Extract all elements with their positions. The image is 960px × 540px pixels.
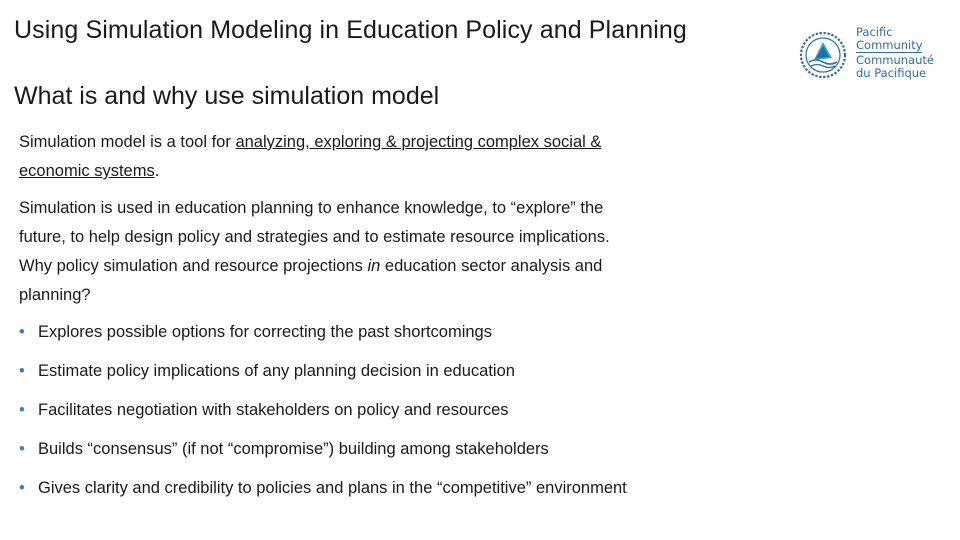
pacific-community-emblem-icon	[796, 28, 850, 82]
list-item	[19, 396, 659, 425]
paragraph-definition	[19, 128, 699, 186]
section-heading: What is and why use simulation model	[14, 82, 440, 110]
bullet-text: Gives clarity and credibility to policies and plans in the “competitive” environment	[38, 479, 627, 497]
bullet-text: Explores possible options for correcting the past shortcomings	[38, 323, 492, 341]
pacific-community-logo	[796, 26, 936, 82]
bullet-icon: •	[19, 401, 25, 419]
logo-line-4: du Pacifique	[856, 65, 927, 80]
usage-line-3-italic: in	[367, 257, 381, 275]
logo-wordmark	[856, 26, 934, 79]
list-item	[19, 318, 659, 347]
slide-body	[19, 128, 699, 513]
logo-line-2: Community	[856, 37, 923, 52]
bullet-icon: •	[19, 440, 25, 458]
list-item	[19, 357, 659, 386]
logo-line-3: Communauté	[856, 53, 934, 67]
usage-line-2: future, to help design policy and strategies and to estimate resource implications.	[19, 228, 610, 246]
usage-line-4: planning?	[19, 286, 91, 304]
bullet-text: Facilitates negotiation with stakeholders on policy and resources	[38, 401, 509, 419]
bullet-icon: •	[19, 479, 25, 497]
bullet-icon: •	[19, 323, 25, 341]
logo-line-1: Pacific	[856, 25, 893, 39]
definition-underlined-2: economic systems	[19, 162, 155, 180]
bullet-text: Estimate policy implications of any planning decision in education	[38, 362, 515, 380]
definition-underlined-1: analyzing, exploring & projecting complex social &	[235, 133, 602, 151]
bullet-list	[19, 318, 659, 503]
slide-title: Using Simulation Modeling in Education Policy and Planning	[14, 16, 687, 44]
usage-line-1: Simulation is used in education planning to enhance knowledge, to “explore” the	[19, 199, 604, 217]
bullet-text: Builds “consensus” (if not “compromise”) building among stakeholders	[38, 440, 549, 458]
definition-prefix: Simulation model is a tool for	[19, 133, 236, 151]
usage-line-3a: Why policy simulation and resource projections	[19, 257, 368, 275]
paragraph-usage	[19, 194, 699, 310]
list-item	[19, 435, 659, 464]
list-item	[19, 474, 638, 503]
bullet-icon: •	[19, 362, 25, 380]
definition-suffix: .	[154, 162, 160, 180]
usage-line-3b: education sector analysis and	[380, 257, 603, 275]
